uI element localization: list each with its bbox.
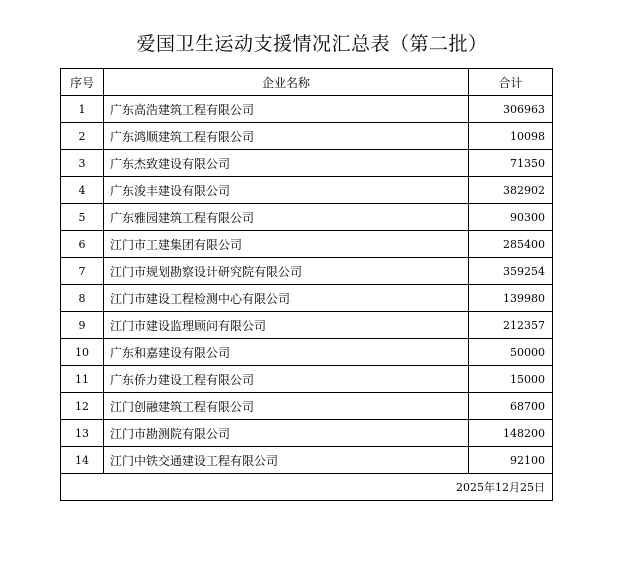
- table-row: [61, 150, 553, 177]
- table-row: [61, 177, 553, 204]
- table-row: [61, 123, 553, 150]
- row-company-name: 江门创融建筑工程有限公司: [104, 393, 469, 420]
- table-row: [61, 312, 553, 339]
- row-total: 68700: [469, 393, 553, 420]
- row-index: 3: [61, 150, 104, 177]
- row-index: 2: [61, 123, 104, 150]
- row-company-name: 广东杰致建设有限公司: [104, 150, 469, 177]
- row-index: 4: [61, 177, 104, 204]
- row-company-name: 广东浚丰建设有限公司: [104, 177, 469, 204]
- header-company: 企业名称: [104, 69, 469, 96]
- row-total: 359254: [469, 258, 553, 285]
- row-company-name: 江门市建设工程检测中心有限公司: [104, 285, 469, 312]
- row-total: 71350: [469, 150, 553, 177]
- row-company-name: 江门市勘测院有限公司: [104, 420, 469, 447]
- summary-table: [60, 68, 553, 501]
- table-footer-row: [61, 474, 553, 501]
- header-index: 序号: [61, 69, 104, 96]
- row-company-name: 江门市工建集团有限公司: [104, 231, 469, 258]
- row-total: 10098: [469, 123, 553, 150]
- row-company-name: 广东雅园建筑工程有限公司: [104, 204, 469, 231]
- row-index: 6: [61, 231, 104, 258]
- row-index: 10: [61, 339, 104, 366]
- table-row: [61, 339, 553, 366]
- row-company-name: 江门市建设监理顾问有限公司: [104, 312, 469, 339]
- row-index: 13: [61, 420, 104, 447]
- table-row: [61, 231, 553, 258]
- row-total: 148200: [469, 420, 553, 447]
- row-total: 212357: [469, 312, 553, 339]
- row-index: 1: [61, 96, 104, 123]
- table-row: [61, 204, 553, 231]
- row-index: 11: [61, 366, 104, 393]
- footer-date: 2025年12月25日: [61, 474, 553, 501]
- document-title: 爱国卫生运动支援情况汇总表（第二批）: [136, 33, 488, 55]
- table-row: [61, 447, 553, 474]
- table-row: [61, 393, 553, 420]
- row-index: 9: [61, 312, 104, 339]
- row-company-name: 江门市规划勘察设计研究院有限公司: [104, 258, 469, 285]
- row-total: 90300: [469, 204, 553, 231]
- row-total: 92100: [469, 447, 553, 474]
- row-index: 12: [61, 393, 104, 420]
- row-total: 285400: [469, 231, 553, 258]
- row-total: 15000: [469, 366, 553, 393]
- row-index: 7: [61, 258, 104, 285]
- row-total: 306963: [469, 96, 553, 123]
- table-row: [61, 258, 553, 285]
- table-row: [61, 420, 553, 447]
- row-company-name: 广东高浩建筑工程有限公司: [104, 96, 469, 123]
- row-total: 382902: [469, 177, 553, 204]
- row-company-name: 广东和嘉建设有限公司: [104, 339, 469, 366]
- table-row: [61, 96, 553, 123]
- row-index: 8: [61, 285, 104, 312]
- table-row: [61, 366, 553, 393]
- row-index: 14: [61, 447, 104, 474]
- row-company-name: 广东鸿顺建筑工程有限公司: [104, 123, 469, 150]
- row-total: 50000: [469, 339, 553, 366]
- table-row: [61, 285, 553, 312]
- header-total: 合计: [469, 69, 553, 96]
- row-total: 139980: [469, 285, 553, 312]
- row-company-name: 江门中铁交通建设工程有限公司: [104, 447, 469, 474]
- row-index: 5: [61, 204, 104, 231]
- table-header-row: [61, 69, 553, 96]
- row-company-name: 广东侨力建设工程有限公司: [104, 366, 469, 393]
